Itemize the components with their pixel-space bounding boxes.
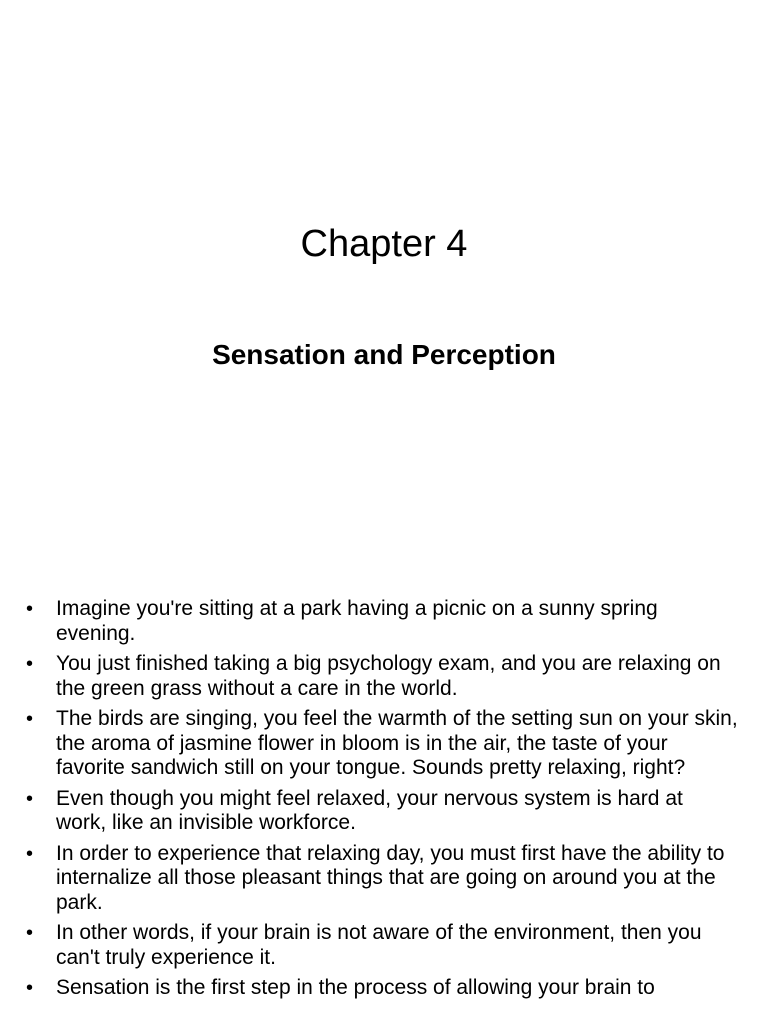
bullet-dot-icon: • — [26, 708, 34, 730]
chapter-subtitle: Sensation and Perception — [212, 339, 556, 370]
bullet-list — [0, 597, 768, 1007]
chapter-title: Chapter 4 — [300, 223, 468, 265]
bullet-text: Imagine you're sitting at a park having a picnic on a sunny spring evening. — [56, 597, 658, 645]
bullet-dot-icon: • — [26, 922, 34, 944]
list-item — [0, 921, 768, 970]
list-item — [0, 787, 768, 836]
list-item — [0, 842, 768, 916]
bullet-dot-icon: • — [26, 842, 34, 865]
bullet-text: The birds are singing, you feel the warmth of the setting sun on your skin, the aroma of jasmine flower in bloom is in the air, the taste of your favorite sandwich still on your tongue. Sounds pretty relaxing, right? — [56, 707, 738, 779]
list-item — [0, 707, 768, 781]
bullet-dot-icon: • — [26, 598, 34, 620]
bullet-dot-icon: • — [26, 787, 34, 810]
list-item — [0, 652, 768, 701]
bullet-text: Even though you might feel relaxed, your nervous system is hard at work, like an invisible workforce. — [56, 786, 683, 834]
bullet-text: In order to experience that relaxing day, you must first have the ability to internalize all those pleasant things that are going on around you at the park. — [56, 841, 725, 914]
list-item — [0, 597, 768, 646]
bullet-dot-icon: • — [26, 977, 34, 999]
bullet-dot-icon: • — [26, 653, 34, 675]
bullet-text: Sensation is the first step in the process of allowing your brain to — [56, 976, 655, 999]
bullet-text: In other words, if your brain is not aware of the environment, then you can't truly experience it. — [56, 921, 702, 969]
bullet-text: You just finished taking a big psychology exam, and you are relaxing on the green grass without a care in the world. — [56, 652, 721, 700]
list-item — [0, 976, 768, 1001]
